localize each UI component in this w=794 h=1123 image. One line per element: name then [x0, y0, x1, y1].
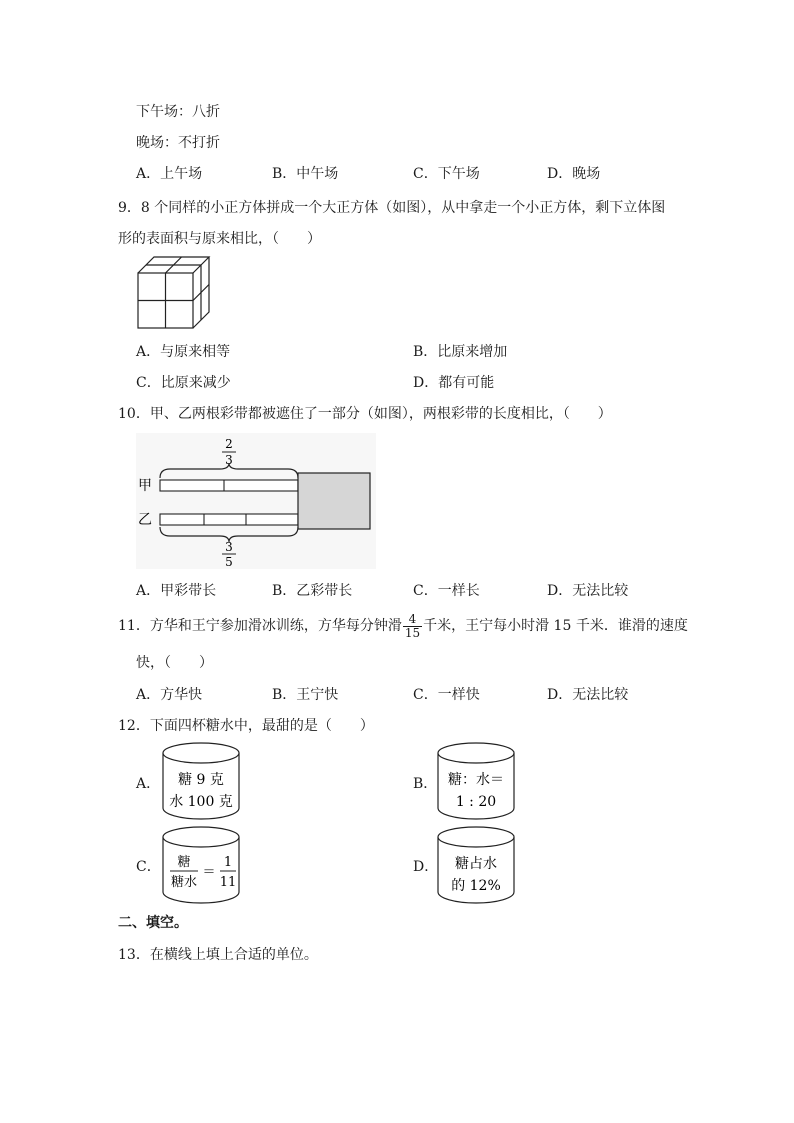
q11-option-c: C．一样快	[413, 687, 480, 703]
cup-c-den: 糖水	[170, 875, 198, 890]
q9-option-c: C．比原来减少	[136, 375, 231, 391]
cup-c-num: 糖	[177, 855, 191, 870]
cup-b-line2: 1 : 20	[455, 794, 497, 810]
frac-jia-num: 2	[225, 437, 233, 451]
cup-c-rnum: 1	[223, 855, 233, 870]
cup-a-line1: 糖 9 克	[178, 772, 224, 788]
cup-d	[435, 824, 517, 906]
q11-frac-num: 4	[403, 613, 422, 627]
q9-question-line1: 9．8 个同样的小正方体拼成一个大正方体（如图），从中拿走一个小正方体，剩下立体图	[118, 200, 666, 216]
q8-option-a: A．上午场	[136, 166, 203, 182]
q8-option-d: D．晚场	[547, 166, 601, 182]
cube-figure	[136, 255, 212, 331]
label-yi: 乙	[138, 512, 152, 528]
q8-line-afternoon: 下午场：八折	[136, 104, 220, 120]
q9-option-b: B．比原来增加	[413, 344, 508, 360]
q10-option-b: B．乙彩带长	[272, 583, 353, 599]
q11-fraction	[403, 613, 422, 640]
q8-option-b: B．中午场	[272, 166, 339, 182]
q11-option-d: D．无法比较	[547, 687, 629, 703]
frac-yi-num: 3	[225, 540, 233, 554]
q10-option-d: D．无法比较	[547, 583, 629, 599]
q13-question: 13．在横线上填上合适的单位。	[118, 947, 318, 963]
ribbon-figure	[136, 433, 376, 569]
cup-c	[160, 824, 242, 906]
label-jia: 甲	[138, 478, 152, 494]
section-title-fill-in: 二、填空。	[118, 915, 188, 931]
cup-a-line2: 水 100 克	[169, 794, 233, 810]
frac-jia-den: 3	[225, 453, 233, 467]
q12-label-a: A．	[136, 776, 161, 792]
frac-yi-den: 5	[225, 555, 233, 569]
q12-label-c: C．	[136, 859, 161, 875]
cup-d-line2: 的 12%	[451, 878, 501, 894]
q12-question: 12．下面四杯糖水中，最甜的是（ ）	[118, 718, 374, 734]
q11-text-b: 千米，王宁每小时滑 15 千米．谁滑的速度	[423, 618, 688, 634]
q9-question-line2: 形的表面积与原来相比，（ ）	[118, 231, 321, 247]
cup-c-eq: ＝	[202, 865, 216, 880]
q10-question: 10．甲、乙两根彩带都被遮住了一部分（如图），两根彩带的长度相比，（ ）	[118, 406, 612, 422]
q10-option-c: C．一样长	[413, 583, 480, 599]
cup-c-rden: 11	[219, 875, 237, 890]
cup-b-line1: 糖：水＝	[448, 772, 504, 788]
q11-frac-den: 15	[404, 625, 421, 640]
q11-text-a: 11．方华和王宁参加滑冰训练，方华每分钟滑	[118, 618, 402, 634]
q9-option-d: D．都有可能	[413, 375, 495, 391]
q11-option-a: A．方华快	[136, 687, 203, 703]
q8-line-evening: 晚场：不打折	[136, 135, 220, 151]
cup-d-line1: 糖占水	[455, 856, 497, 872]
q12-label-d: D．	[413, 859, 439, 875]
cup-a	[160, 740, 242, 822]
q8-option-c: C．下午场	[413, 166, 480, 182]
q12-label-b: B．	[413, 776, 438, 792]
q11-question-line1	[118, 609, 688, 643]
q11-option-b: B．王宁快	[272, 687, 339, 703]
q10-option-a: A．甲彩带长	[136, 583, 217, 599]
q9-option-a: A．与原来相等	[136, 344, 231, 360]
cover-box	[298, 473, 370, 529]
cup-b	[435, 740, 517, 822]
q11-question-line2: 快，（ ）	[136, 655, 213, 671]
